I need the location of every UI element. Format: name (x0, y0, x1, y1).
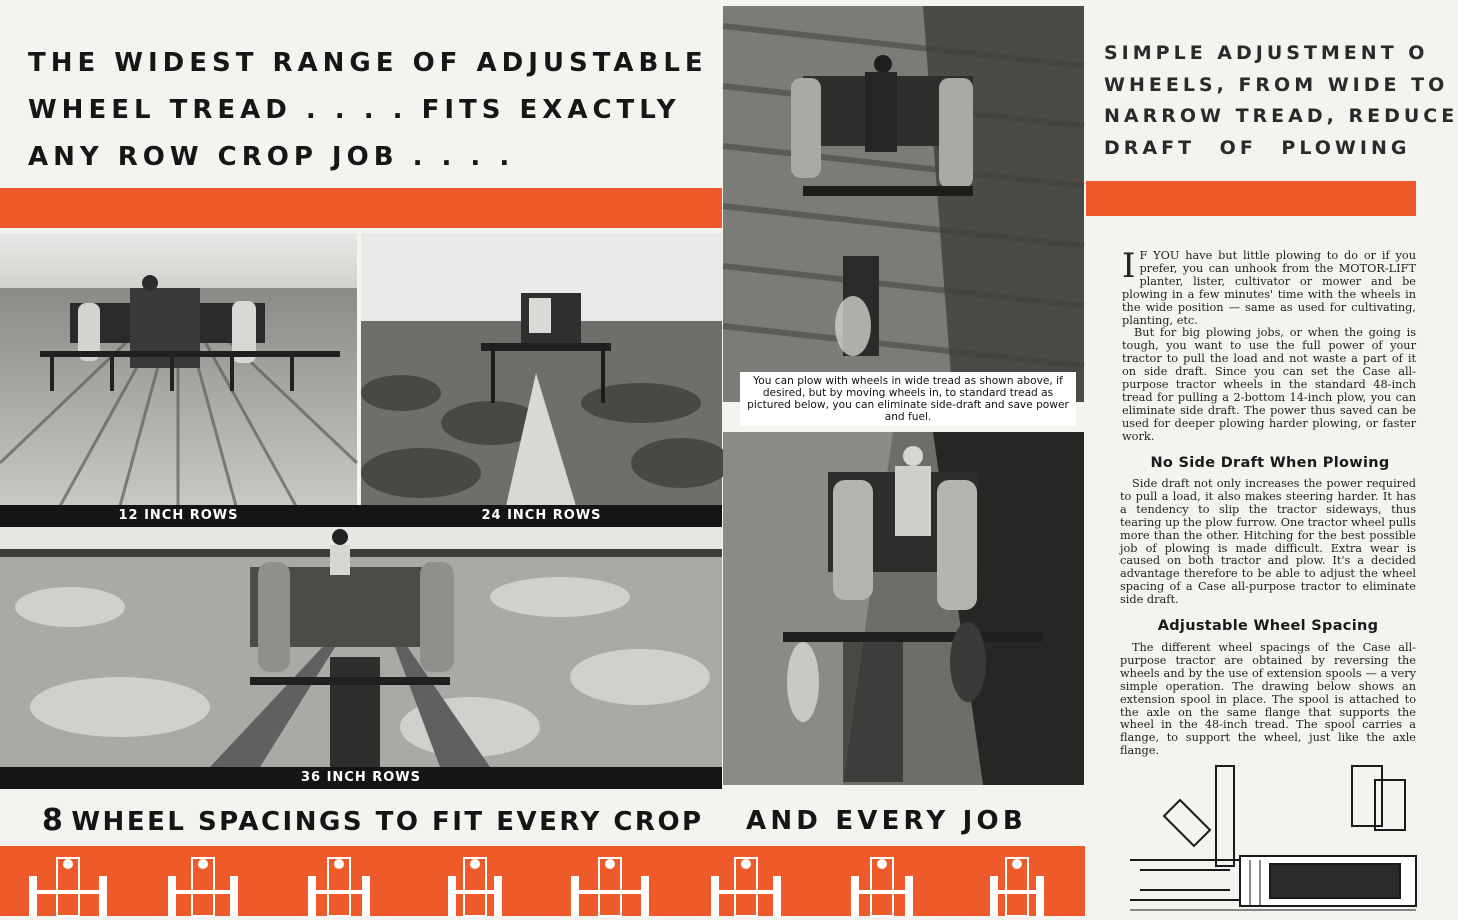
right-body-text (1122, 246, 1416, 444)
wheel-spacings-slogan (42, 803, 704, 838)
photo-24-inch-rows (361, 233, 722, 506)
right-headline-line-2: WHEELS, FROM WIDE TO (1104, 73, 1449, 96)
paragraph-intro: I F YOU have but little plowing to do or if you prefer, you can unhook from the MOTOR-LIFT planter, lister, cultivator or mower and be plowing in a few minutes' time with the wheels in the wide position — same as used for cultivating, planting, etc. (1122, 246, 1416, 327)
paragraph-wheel-spacing: The different wheel spacings of the Case all-purpose tractor are obtained by reversing the wheels and by the use of extension spools — a very simple operation. The drawing below shows an extension spool in place. The spool is attached to the axle on the same flange that supports the wheel in the 48-inch tread. The spool carries a flange, to support the wheel, just like the axle flange. (1120, 641, 1416, 758)
right-headline-line-1: SIMPLE ADJUSTMENT O (1104, 42, 1429, 64)
orange-band-top-left (0, 188, 722, 228)
tractor-spacing-diagram-2 (158, 850, 248, 916)
right-headline-line-3: NARROW TREAD, REDUCE (1104, 105, 1458, 127)
orange-band-top-right (1086, 181, 1416, 216)
paragraph-side-draft: Side draft not only increases the power required to pull a load, it also makes steering harder. It has a tendency to slip the tractor sideways, thus tearing up the plow furrow. One tractor wheel pulls more than the other. Hitching for the best possible job of plowing is made difficult. Extra wear is caused on both tractor and plow. It's a decided advantage therefore to be able to adjust the wheel spacing of a Case all-purpose tractor to eliminate side draft. (1120, 477, 1416, 607)
plowing-caption: You can plow with wheels in wide tread as shown above, if desired, but by moving wheels in, to standard tread as pictured below, you can eliminate side-draft and save power and fuel. (740, 372, 1076, 426)
photo-36-inch-rows (0, 527, 722, 767)
photo-plowing-standard-tread (723, 432, 1084, 785)
tractor-spacing-diagram-7 (837, 850, 927, 916)
tractor-spacing-diagram-5 (565, 850, 655, 916)
caption-12-inch-rows: 12 INCH ROWS (118, 508, 239, 523)
slogan-number: 8 (42, 803, 66, 838)
tractor-spacing-diagram-8 (972, 850, 1062, 916)
tractor-spacing-diagram-6 (701, 850, 791, 916)
headline-line-1: THE WIDEST RANGE OF ADJUSTABLE (28, 48, 708, 78)
photo-plowing-wide-tread (723, 6, 1084, 402)
and-every-job-slogan: AND EVERY JOB (746, 806, 1027, 836)
wheel-spacing-diagram-strip (0, 846, 1085, 916)
main-headline (28, 40, 708, 181)
right-headline (1104, 38, 1458, 164)
slogan-text: WHEEL SPACINGS TO FIT EVERY CROP (71, 807, 704, 837)
tractor-spacing-diagram-3 (294, 850, 384, 916)
photo-12-inch-rows (0, 233, 357, 506)
caption-36-inch-rows: 36 INCH ROWS (0, 767, 722, 789)
tractor-spacing-diagram-4 (430, 850, 520, 916)
extension-spool-drawing (1130, 760, 1416, 916)
headline-line-2: WHEEL TREAD . . . . FITS EXACTLY (28, 95, 681, 125)
right-headline-line-4: DRAFT OF PLOWING (1104, 136, 1411, 159)
caption-24-inch-rows: 24 INCH ROWS (481, 508, 602, 523)
dropcap: I (1122, 246, 1136, 286)
heading-adjustable-wheel-spacing: Adjustable Wheel Spacing (1157, 618, 1379, 634)
heading-no-side-draft: No Side Draft When Plowing (1150, 455, 1390, 471)
paragraph-big-jobs: But for big plowing jobs, or when the going is tough, you want to use the full power of your tractor to pull the load and not waste a part of it on side draft. Since you can set the Case all-purpose tractor wheels in the standard 48-inch tread for pulling a 2-bottom 14-inch plow, you can eliminate side draft. The power thus saved can be used for deeper plowing harder plowing, or faster work. (1122, 326, 1416, 443)
headline-line-3: ANY ROW CROP JOB . . . . (28, 142, 515, 172)
tractor-spacing-diagram-1 (23, 850, 113, 916)
